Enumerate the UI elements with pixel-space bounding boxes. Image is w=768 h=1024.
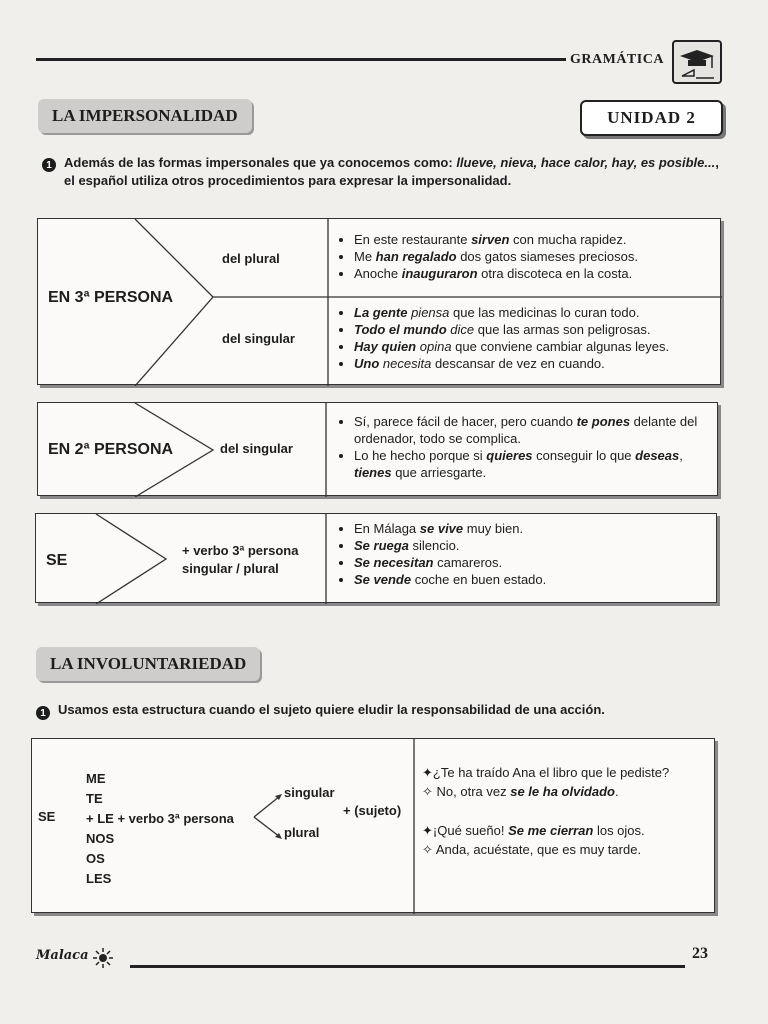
section-title-impersonalidad: LA IMPERSONALIDAD: [38, 99, 252, 133]
list-item: • Se vende coche en buen estado.: [354, 571, 714, 588]
pronoun: LES: [86, 871, 112, 886]
number-badge: 1: [42, 158, 56, 172]
label-del-singular-2: del singular: [220, 441, 293, 456]
pronoun-list: [86, 769, 234, 889]
box-2a-persona: [37, 402, 718, 496]
label-sujeto: + (sujeto): [343, 803, 402, 818]
list-item: • Todo el mundo dice que las armas son peligrosas.: [354, 321, 720, 338]
pronoun: TE: [86, 791, 103, 806]
label-se: SE: [46, 552, 68, 569]
list-item: • Me han regalado dos gatos siameses preciosos.: [354, 248, 720, 265]
pronoun: ME: [86, 771, 106, 786]
pronoun: + LE + verbo 3ª persona: [86, 811, 234, 826]
box-3a-persona: [37, 218, 721, 385]
label-verbo-3a: + verbo 3ª persona: [182, 543, 299, 558]
list-item: • En este restaurante sirven con mucha rapidez.: [354, 231, 720, 248]
se-examples: [334, 520, 714, 588]
page-number: 23: [692, 945, 708, 962]
header-rule: [36, 58, 566, 61]
list-item: • Lo he hecho porque si quieres conseguir lo que deseas, tienes que arriesgarte.: [354, 447, 714, 481]
2a-persona-examples: [334, 413, 714, 481]
pronoun: NOS: [86, 831, 115, 846]
plural-examples: [334, 231, 720, 282]
involuntariedad-dialogues: [422, 763, 712, 859]
list-item: • Se necesitan camareros.: [354, 554, 714, 571]
list-item: • La gente piensa que las medicinas lo curan todo.: [354, 304, 720, 321]
intro-text: [64, 154, 724, 190]
label-singular-plural: singular / plural: [182, 561, 279, 576]
star-icon: ✦: [422, 765, 433, 780]
number-badge: 1: [36, 706, 50, 720]
label-2a-persona: EN 2ª PERSONA: [48, 441, 174, 458]
dialogue-line: ✧ No, otra vez se le ha olvidado.: [422, 784, 619, 799]
dialogue-line: ✧ Anda, acuéstate, que es muy tarde.: [422, 842, 642, 857]
label-singular: singular: [284, 785, 335, 800]
label-se-2: SE: [38, 809, 56, 824]
star-icon: ✦: [422, 823, 433, 838]
intro-part: , el español utiliza otros procedimientos para expresar la impersonalidad.: [64, 155, 719, 188]
label-del-singular: del singular: [222, 331, 295, 346]
list-item: • Uno necesita descansar de vez en cuando.: [354, 355, 720, 372]
unidad-badge: UNIDAD 2: [580, 100, 723, 136]
list-item: • Sí, parece fácil de hacer, pero cuando te pones delante del ordenador, todo se complica.: [354, 413, 714, 447]
list-item: • Anoche inauguraron otra discoteca en la costa.: [354, 265, 720, 282]
list-item: • Se ruega silencio.: [354, 537, 714, 554]
box-se: [35, 513, 717, 603]
header-label: GRAMÁTICA: [570, 52, 664, 67]
singular-examples: [334, 304, 720, 372]
dialogue-line: ✦¿Te ha traído Ana el libro que le pediste?: [422, 765, 670, 780]
dialogue-line: ✦¡Qué sueño! Se me cierran los ojos.: [422, 823, 645, 838]
pronoun: OS: [86, 851, 105, 866]
intro-text-2: Usamos esta estructura cuando el sujeto quiere eludir la responsabilidad de una acción.: [58, 702, 605, 717]
label-del-plural: del plural: [222, 251, 280, 266]
intro-part: Además de las formas impersonales que ya conocemos como:: [64, 155, 457, 170]
list-item: • En Málaga se vive muy bien.: [354, 520, 714, 537]
label-plural: plural: [284, 825, 320, 840]
sun-logo-icon: [86, 946, 120, 975]
graduation-cap-icon: [672, 40, 722, 84]
publisher-logo: Malaca: [36, 948, 89, 963]
diamond-icon: ✧: [422, 784, 433, 799]
diamond-icon: ✧: [422, 842, 433, 857]
box-involuntariedad: [31, 738, 715, 913]
list-item: • Hay quien opina que conviene cambiar algunas leyes.: [354, 338, 720, 355]
footer-rule: [130, 965, 685, 968]
label-3a-persona: EN 3ª PERSONA: [48, 289, 174, 306]
intro-examples: llueve, nieva, hace calor, hay, es posible...: [456, 155, 716, 170]
section-title-involuntariedad: LA INVOLUNTARIEDAD: [36, 647, 260, 681]
